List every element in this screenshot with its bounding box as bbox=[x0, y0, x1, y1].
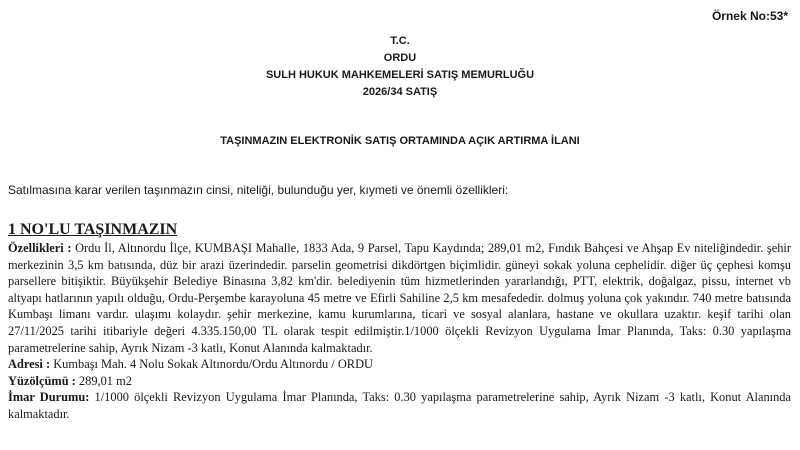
header-line-case-number: 2026/34 SATIŞ bbox=[362, 86, 438, 98]
area-field bbox=[8, 373, 791, 390]
header-line-country: T.C. bbox=[390, 35, 410, 47]
zoning-field bbox=[8, 389, 791, 422]
property-section bbox=[8, 220, 791, 423]
announcement-title: TAŞINMAZIN ELEKTRONİK SATIŞ ORTAMINDA AÇIK ARTIRMA İLANI bbox=[220, 135, 580, 147]
property-title: 1 NO'LU TAŞINMAZIN bbox=[8, 221, 178, 238]
intro-text: Satılmasına karar verilen taşınmazın cinsi, niteliği, bulunduğu yer, kıymeti ve önemli özellikleri: bbox=[8, 183, 509, 197]
address-text: Kumbaşı Mah. 4 Nolu Sokak Altınordu/Ordu Altınordu / ORDU bbox=[53, 357, 373, 372]
zoning-label: İmar Durumu: bbox=[8, 390, 90, 405]
header-line-office: SULH HUKUK MAHKEMELERİ SATIŞ MEMURLUĞU bbox=[265, 69, 535, 81]
header-line-city: ORDU bbox=[383, 52, 417, 64]
sample-number: Örnek No:53* bbox=[711, 9, 788, 23]
area-text: 289,01 m2 bbox=[78, 373, 132, 388]
features-label: Özellikleri : bbox=[8, 241, 72, 255]
document-header bbox=[0, 33, 800, 101]
features-text: Ordu İl, Altınordu İlçe, KUMBAŞI Mahalle, 1833 Ada, 9 Parsel, Tapu Kaydında; 289,01 m2, Fındık Bahçesi ve Ahşap Ev niteliğindedir. şehir merkezinin 3,5 km batısında, düz bir arazi üzerindedir. parselin geometrisi dikdörtgen biçimlidir. güneyi sokak yoluna cephelidir. diğer üç çephesi komşu parsellere bitişiktir. Büyükşehir Belediye Binasına 3,82 km'dir. belediyenin tüm hizmetlerinden yararlandığı, PTT, elektrik, doğalgaz, pissu, internet vb altyapı hatlarının yapılı olduğu, Ordu-Perşembe karayoluna 45 metre ve Efirli Sahiline 2,5 km mesafededir. dolmuş yoluna çok yakındır. 740 metre batısında Kumbaşı limanı vardır. ulaşımı kolaydır. şehir merkezine, kamu kurumlarına, ticari ve sosyal alanlara, hastane ve okullara uzaktır. keşif tarihi olan 27/11/2025 tarihi itibariyle değeri 4.335.150,00 TL olarak tespit edilmiştir.1/1000 ölçekli Revizyon Uygulama İmar Planında, Taks: 0.30 yapılaşma parametrelerine sahip, Ayrık Nizam -3 katlı, Konut Alanında kalmaktadır. bbox=[8, 241, 791, 355]
address-field bbox=[8, 356, 791, 373]
zoning-text: 1/1000 ölçekli Revizyon Uygulama İmar Planında, Taks: 0.30 yapılaşma parametrelerine sahip, Ayrık Nizam -3 katlı, Konut Alanında kalmaktadır. bbox=[8, 390, 791, 421]
features-field bbox=[8, 240, 791, 356]
area-label: Yüzölçümü : bbox=[8, 373, 76, 388]
address-label: Adresi : bbox=[8, 357, 51, 372]
